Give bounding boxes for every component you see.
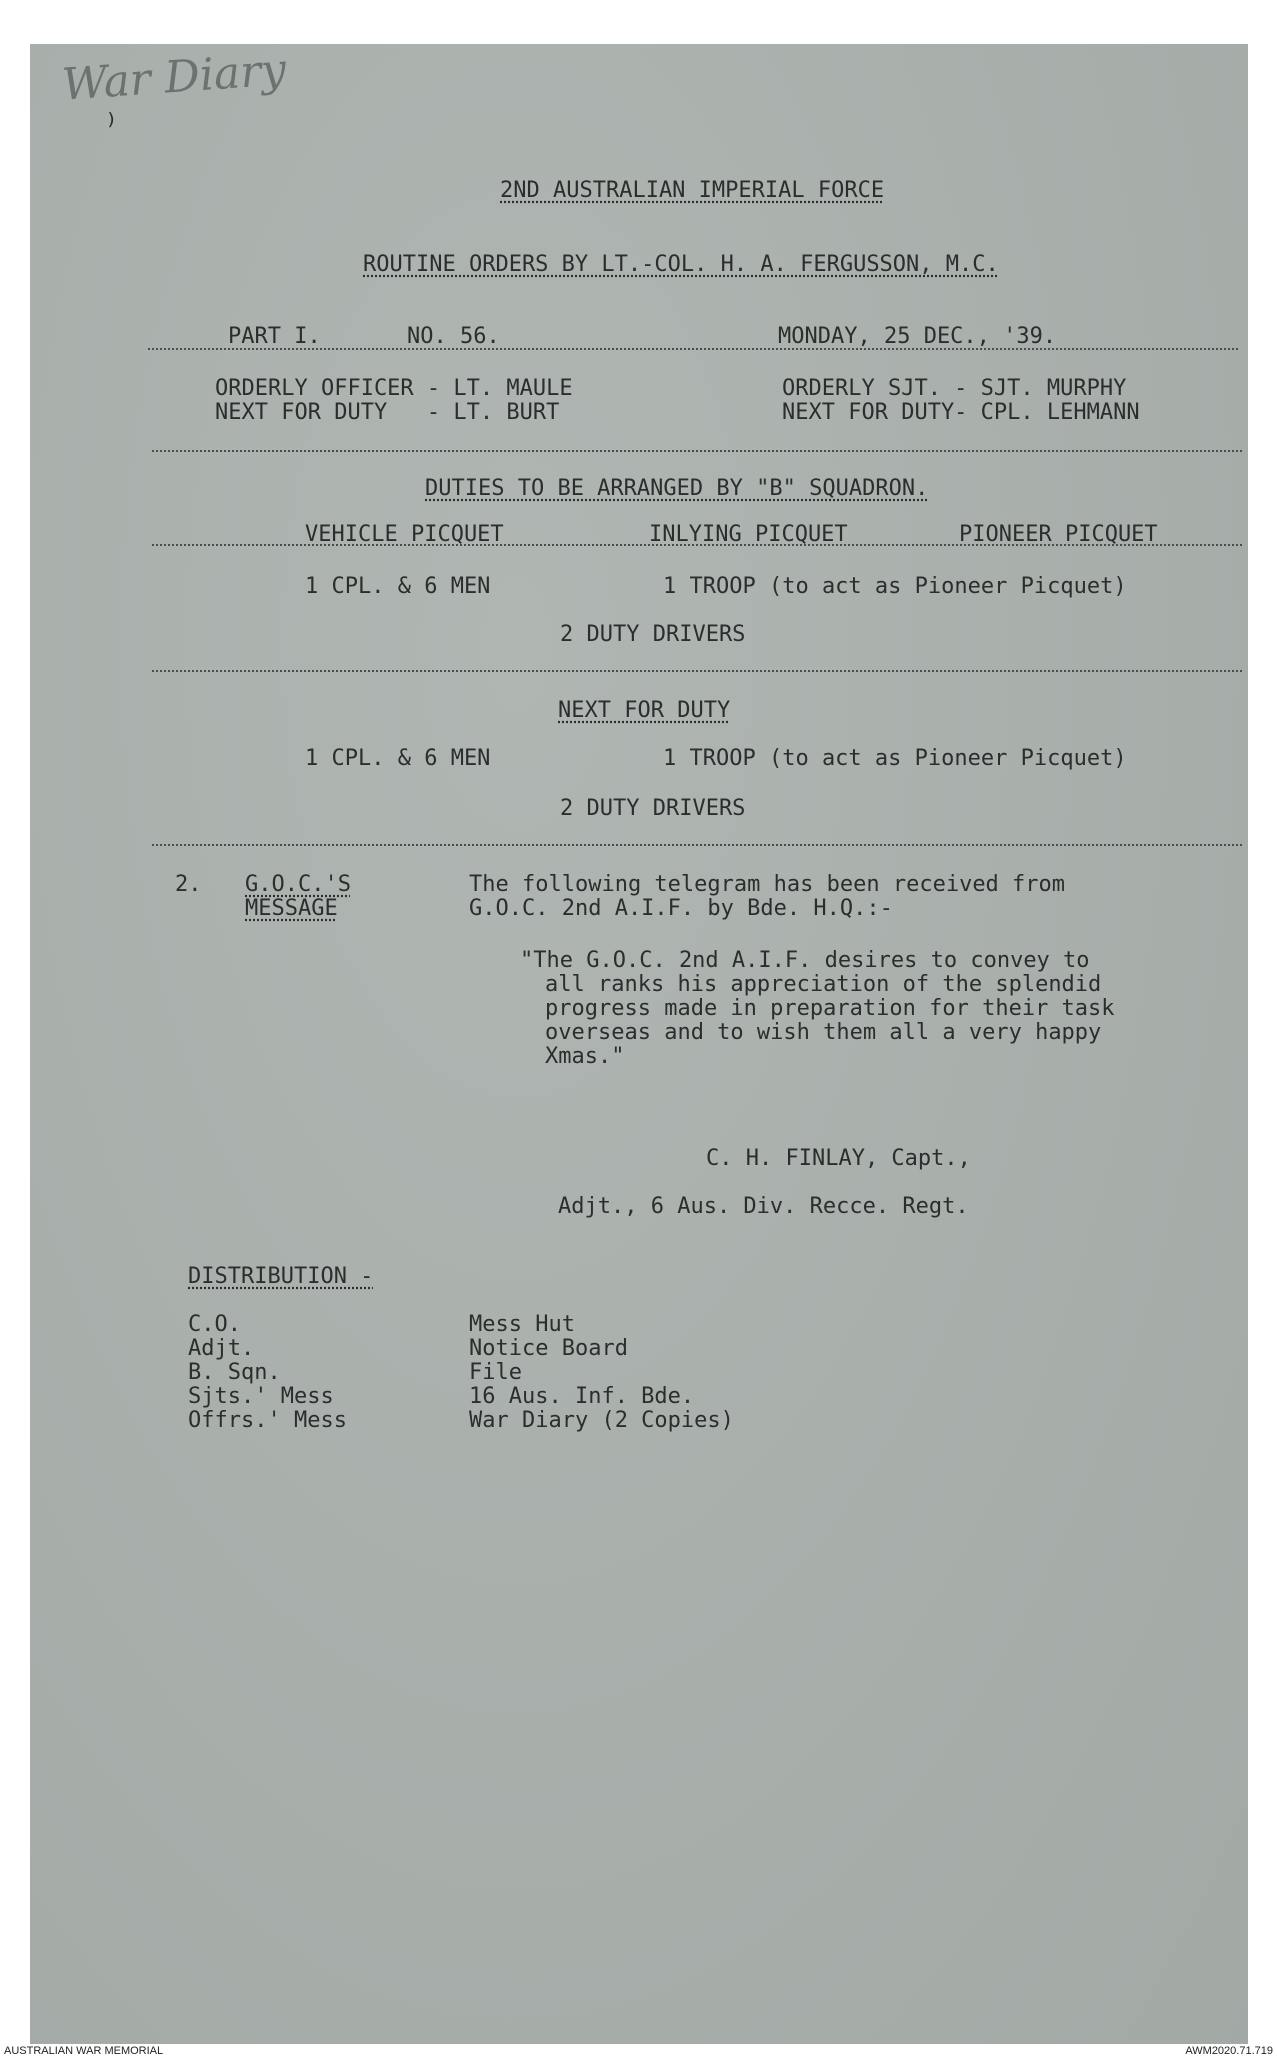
quote-line: progress made in preparation for their task — [545, 996, 1115, 1021]
distribution-item: War Diary (2 Copies) — [469, 1408, 734, 1433]
quote-line: "The G.O.C. 2nd A.I.F. desires to convey to — [520, 948, 1090, 973]
col-vehicle-picquet: VEHICLE PICQUET — [305, 522, 504, 547]
distribution-heading: DISTRIBUTION - — [188, 1264, 374, 1289]
handwritten-note: War Diary — [60, 44, 288, 111]
inlying-picquet-value: 1 TROOP (to act as Pioneer Picquet) — [663, 574, 1127, 599]
message-title-line1: G.O.C.'S — [245, 872, 351, 897]
distribution-item: Adjt. — [188, 1336, 255, 1361]
vehicle-picquet-value: 1 CPL. & 6 MEN — [305, 574, 491, 599]
distribution-item: Offrs.' Mess — [188, 1408, 347, 1433]
next-duty-drivers: 2 DUTY DRIVERS — [560, 796, 746, 821]
message-intro-line2: G.O.C. 2nd A.I.F. by Bde. H.Q.:- — [469, 896, 893, 921]
col-inlying-picquet: INLYING PICQUET — [649, 522, 848, 547]
distribution-item: C.O. — [188, 1312, 241, 1337]
footer-accession: AWM2020.71.719 — [1185, 2045, 1273, 2057]
document-subtitle: ROUTINE ORDERS BY LT.-COL. H. A. FERGUSSON, M.C. — [363, 252, 999, 277]
divider-rule — [152, 844, 1242, 846]
quote-line: overseas and to wish them all a very happy — [545, 1020, 1102, 1045]
distribution-item: 16 Aus. Inf. Bde. — [469, 1384, 695, 1409]
next-officer: NEXT FOR DUTY - LT. BURT — [215, 400, 560, 425]
next-inlying-value: 1 TROOP (to act as Pioneer Picquet) — [663, 746, 1127, 771]
signature-role: Adjt., 6 Aus. Div. Recce. Regt. — [558, 1194, 969, 1219]
distribution-item: File — [469, 1360, 522, 1385]
order-date: MONDAY, 25 DEC., '39. — [778, 324, 1057, 349]
order-number: NO. 56. — [407, 324, 500, 349]
next-duty-heading: NEXT FOR DUTY — [558, 698, 731, 723]
divider-rule — [152, 670, 1242, 672]
staple-mark: ⁾ — [102, 108, 121, 143]
quote-line: all ranks his appreciation of the splendid — [545, 972, 1102, 997]
typed-page — [30, 44, 1248, 2044]
next-sjt: NEXT FOR DUTY- CPL. LEHMANN — [782, 400, 1140, 425]
quote-line: Xmas." — [545, 1044, 625, 1069]
divider-rule — [152, 450, 1242, 452]
next-vehicle-value: 1 CPL. & 6 MEN — [305, 746, 491, 771]
distribution-item: Sjts.' Mess — [188, 1384, 334, 1409]
duty-drivers: 2 DUTY DRIVERS — [560, 622, 746, 647]
orderly-officer: ORDERLY OFFICER - LT. MAULE — [215, 376, 573, 401]
distribution-item: B. Sqn. — [188, 1360, 281, 1385]
document-title: 2ND AUSTRALIAN IMPERIAL FORCE — [500, 178, 885, 203]
col-pioneer-picquet: PIONEER PICQUET — [959, 522, 1158, 547]
footer-credit: AUSTRALIAN WAR MEMORIAL — [4, 2045, 164, 2057]
message-title-line2: MESSAGE — [245, 896, 338, 921]
part-number: PART I. — [228, 324, 321, 349]
distribution-item: Notice Board — [469, 1336, 628, 1361]
message-intro-line1: The following telegram has been received from — [469, 872, 1066, 897]
paragraph-number: 2. — [175, 872, 202, 897]
duties-heading: DUTIES TO BE ARRANGED BY "B" SQUADRON. — [425, 476, 929, 501]
orderly-sjt: ORDERLY SJT. - SJT. MURPHY — [782, 376, 1127, 401]
distribution-item: Mess Hut — [469, 1312, 575, 1337]
signature-name: C. H. FINLAY, Capt., — [706, 1146, 971, 1171]
